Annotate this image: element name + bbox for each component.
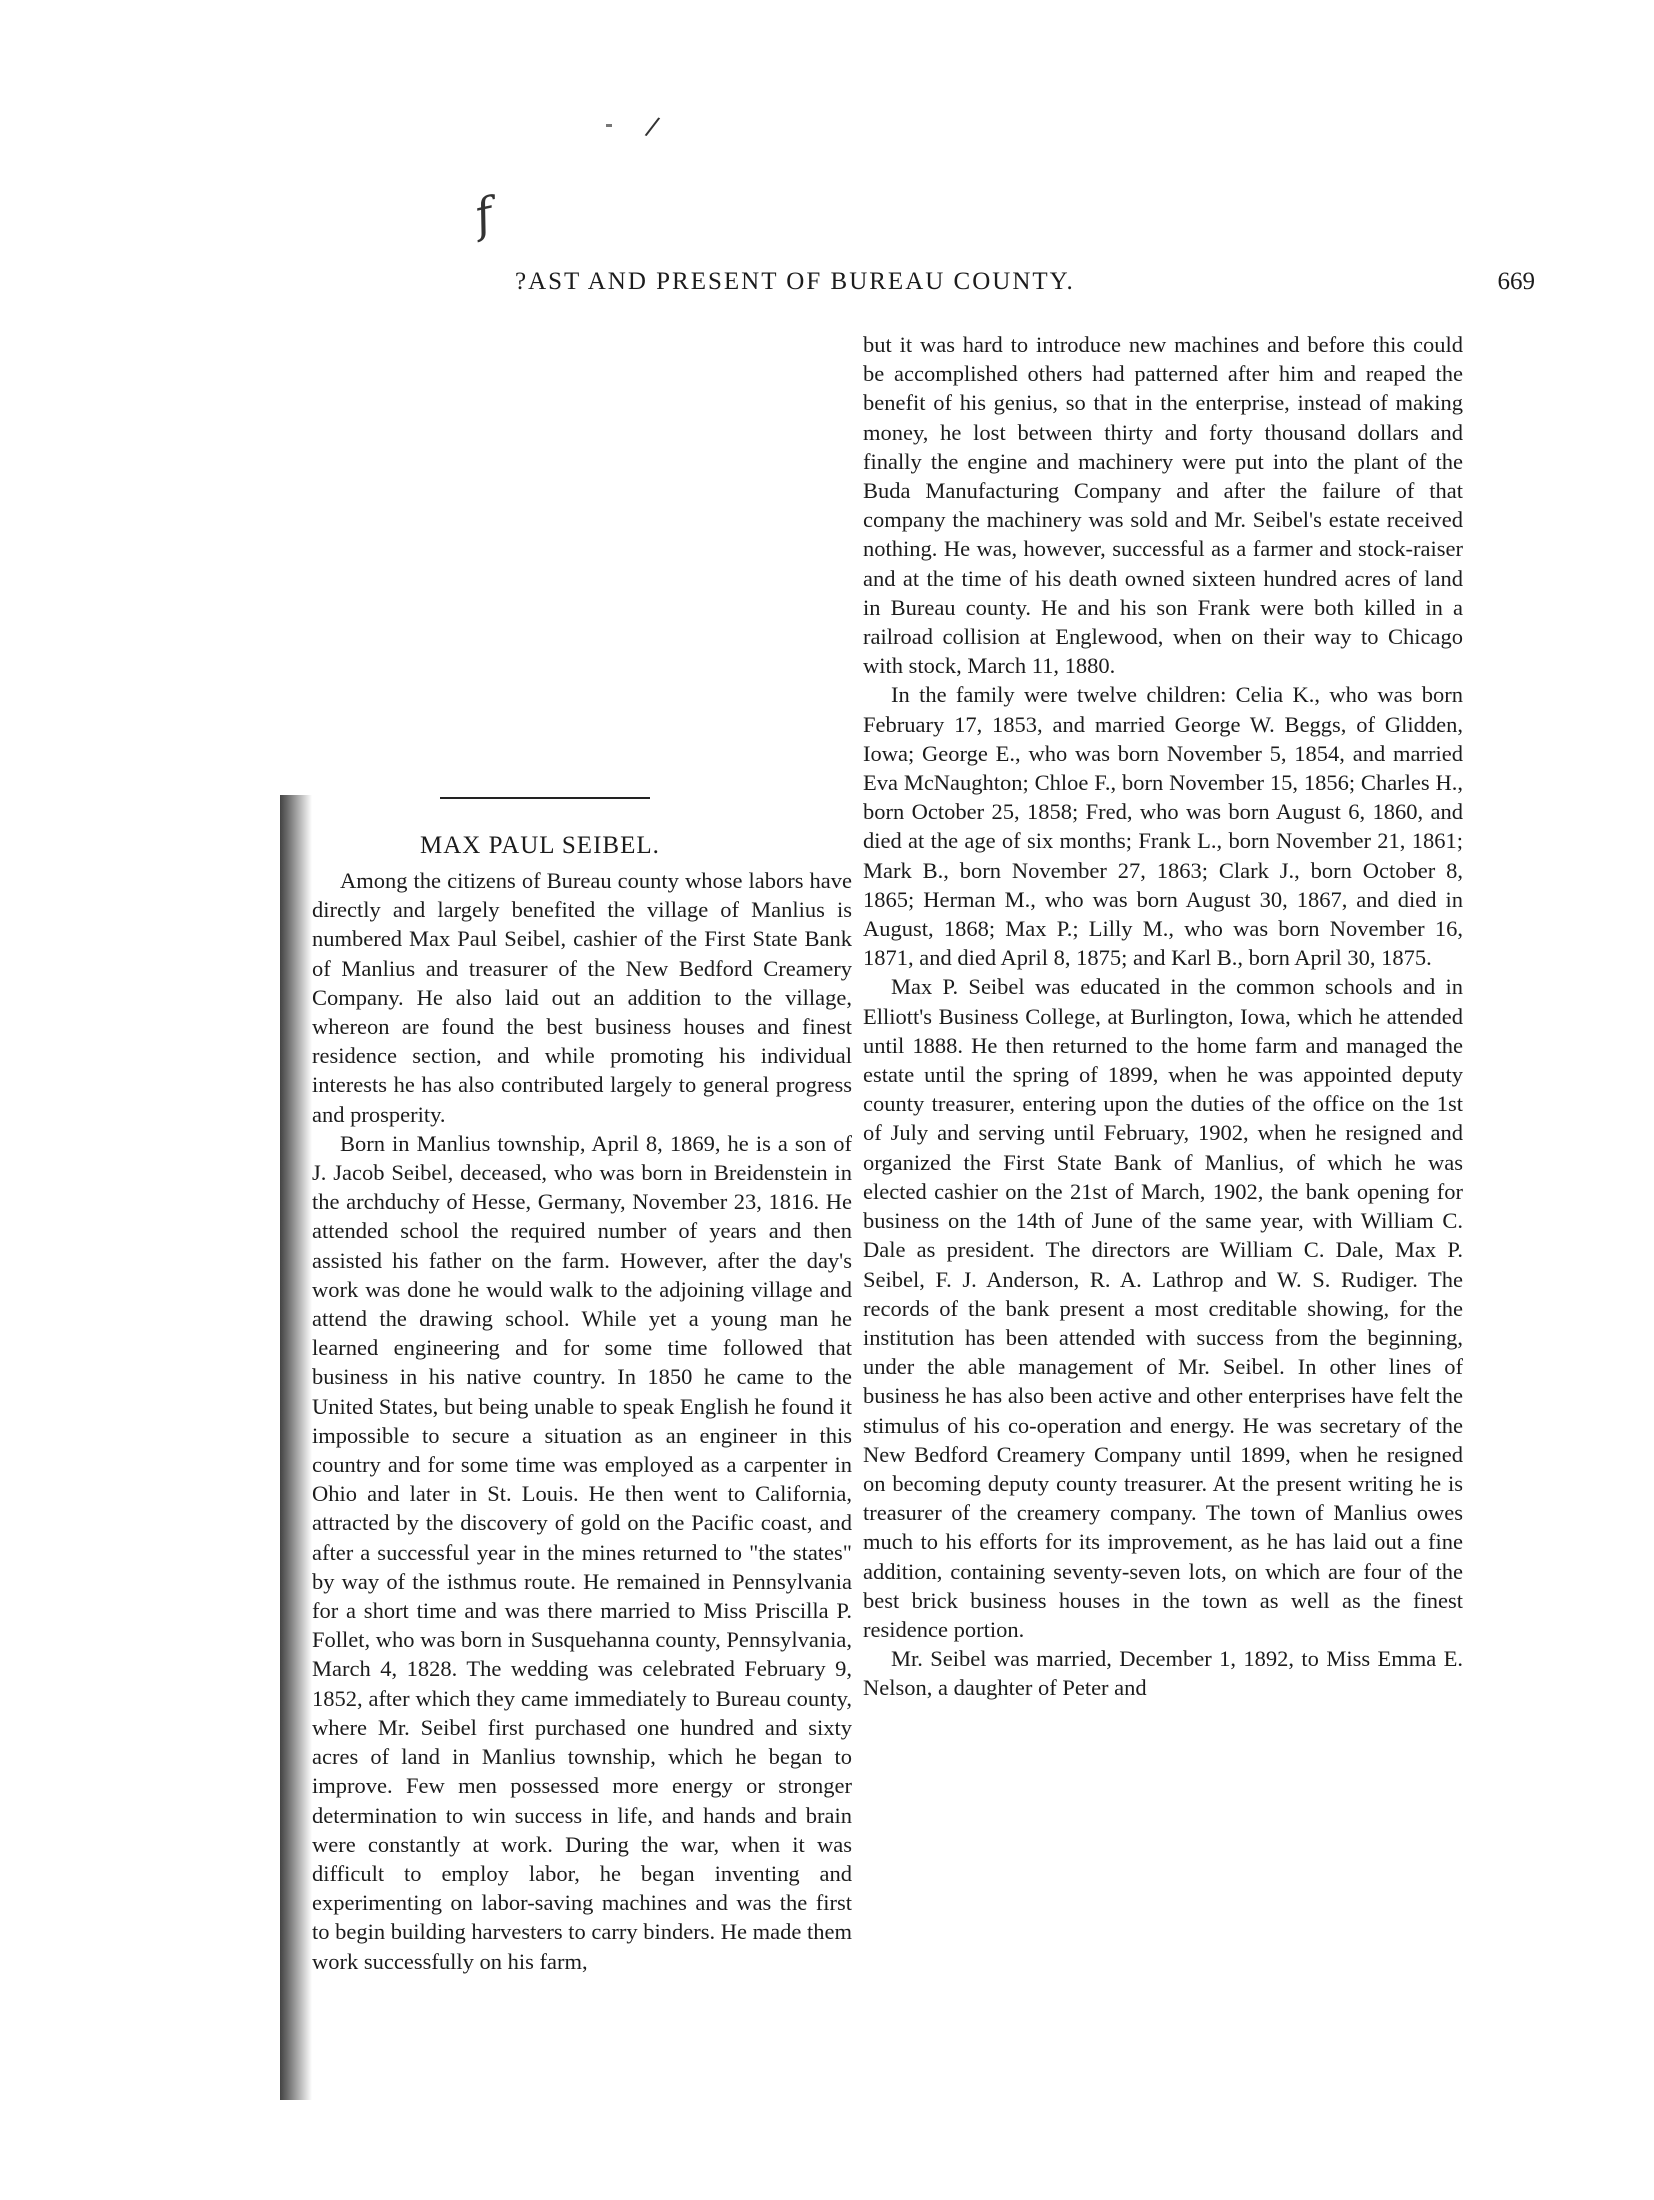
paragraph: In the family were twelve children: Celia K., who was born February 17, 1853, and married George W. Beggs, of Glidden, Iowa; George E., who was born November 5, 1854, and married Eva McNaughton; Chloe F., born November 15, 1856; Charles H., born October 25, 1858; Fred, who was born August 6, 1860, and died at the age of six months; Frank L., born November 21, 1861; Mark B., born November 27, 1863; Clark J., born October 8, 1865; Herman M., who was born August 30, 1867, and died in August, 1868; Max P.; Lilly M., who was born November 16, 1871, and died April 8, 1875; and Karl B., born April 30, 1875.	[863, 682, 1463, 971]
left-column	[312, 866, 852, 1976]
clipping-shadow	[280, 795, 312, 2100]
section-divider	[440, 797, 650, 799]
pencil-mark: /	[643, 111, 662, 143]
page-header	[515, 268, 1595, 308]
paragraph: Among the citizens of Bureau county whose labors have directly and largely benefited the village of Manlius is numbered Max Paul Seibel, cashier of the First State Bank of Manlius and treasurer of the New Bedford Creamery Company. He also laid out an addition to the village, whereon are found the best business houses and finest residence section, and while promoting his individual interests he has also contributed largely to general progress and prosperity.	[312, 868, 852, 1127]
scan-speck	[606, 124, 612, 127]
article-title: MAX PAUL SEIBEL.	[420, 832, 660, 859]
paragraph: Mr. Seibel was married, December 1, 1892, to Miss Emma E. Nelson, a daughter of Peter and	[863, 1646, 1463, 1701]
right-column	[863, 330, 1463, 1703]
page-number: 669	[1497, 268, 1535, 295]
handwritten-mark: f	[469, 186, 498, 244]
paragraph: Max P. Seibel was educated in the common schools and in Elliott's Business College, at Burlington, Iowa, which he attended until 1888. He then returned to the home farm and managed the estate until the spring of 1899, when he was appointed deputy county treasurer, entering upon the duties of the office on the 1st of July and serving until February, 1902, when he resigned and organized the First State Bank of Manlius, of which he was elected cashier on the 21st of March, 1902, the bank opening for business on the 14th of June of the same year, with William C. Dale as president. The directors are William C. Dale, Max P. Seibel, F. J. Anderson, R. A. Lathrop and W. S. Rudiger. The records of the bank present a most creditable showing, for the institution has been attended with success from the beginning, under the able management of Mr. Seibel. In other lines of business he has also been active and other enterprises have felt the stimulus of his co-operation and energy. He was secretary of the New Bedford Creamery Company until 1899, when he resigned on becoming deputy county treasurer. At the present writing he is treasurer of the creamery company. The town of Manlius owes much to his efforts for its improvement, as he has laid out a fine addition, containing seventy-seven lots, on which are four of the best brick business houses in the town as well as the finest residence portion.	[863, 974, 1463, 1642]
paragraph: Born in Manlius township, April 8, 1869, he is a son of J. Jacob Seibel, deceased, who was born in Breidenstein in the archduchy of Hesse, Germany, November 23, 1816. He attended school the required number of years and then assisted his father on the farm. However, after the day's work was done he would walk to the adjoining village and attend the drawing school. While yet a young man he learned engineering and for some time followed that business in his native country. In 1850 he came to the United States, but being unable to speak English he found it impossible to secure a situation as an engineer in this country and for some time was employed as a carpenter in Ohio and later in St. Louis. He then went to California, attracted by the discovery of gold on the Pacific coast, and after a successful year in the mines returned to "the states" by way of the isthmus route. He remained in Pennsylvania for a short time and was there married to Miss Priscilla P. Follet, who was born in Susquehanna county, Pennsylvania, March 4, 1828. The wedding was celebrated February 9, 1852, after which they came immediately to Bureau county, where Mr. Seibel first purchased one hundred and sixty acres of land in Manlius township, which he began to improve. Few men possessed more energy or stronger determination to win success in life, and hands and brain were constantly at work. During the war, when it was difficult to employ labor, he began inventing and experimenting on labor-saving machines and was the first to begin building harvesters to carry binders. He made them work successfully on his farm,	[312, 1130, 852, 1974]
paragraph: but it was hard to introduce new machines and before this could be accomplished others had patterned after him and reaped the benefit of his genius, so that in the enterprise, instead of making money, he lost between thirty and forty thousand dollars and finally the engine and machinery were put into the plant of the Buda Manufacturing Company and after the failure of that company the machinery was sold and Mr. Seibel's estate received nothing. He was, however, successful as a farmer and stock-raiser and at the time of his death owned sixteen hundred acres of land in Bureau county. He and his son Frank were both killed in a railroad collision at Englewood, when on their way to Chicago with stock, March 11, 1880.	[863, 332, 1463, 679]
running-title: ?AST AND PRESENT OF BUREAU COUNTY.	[515, 268, 1075, 295]
